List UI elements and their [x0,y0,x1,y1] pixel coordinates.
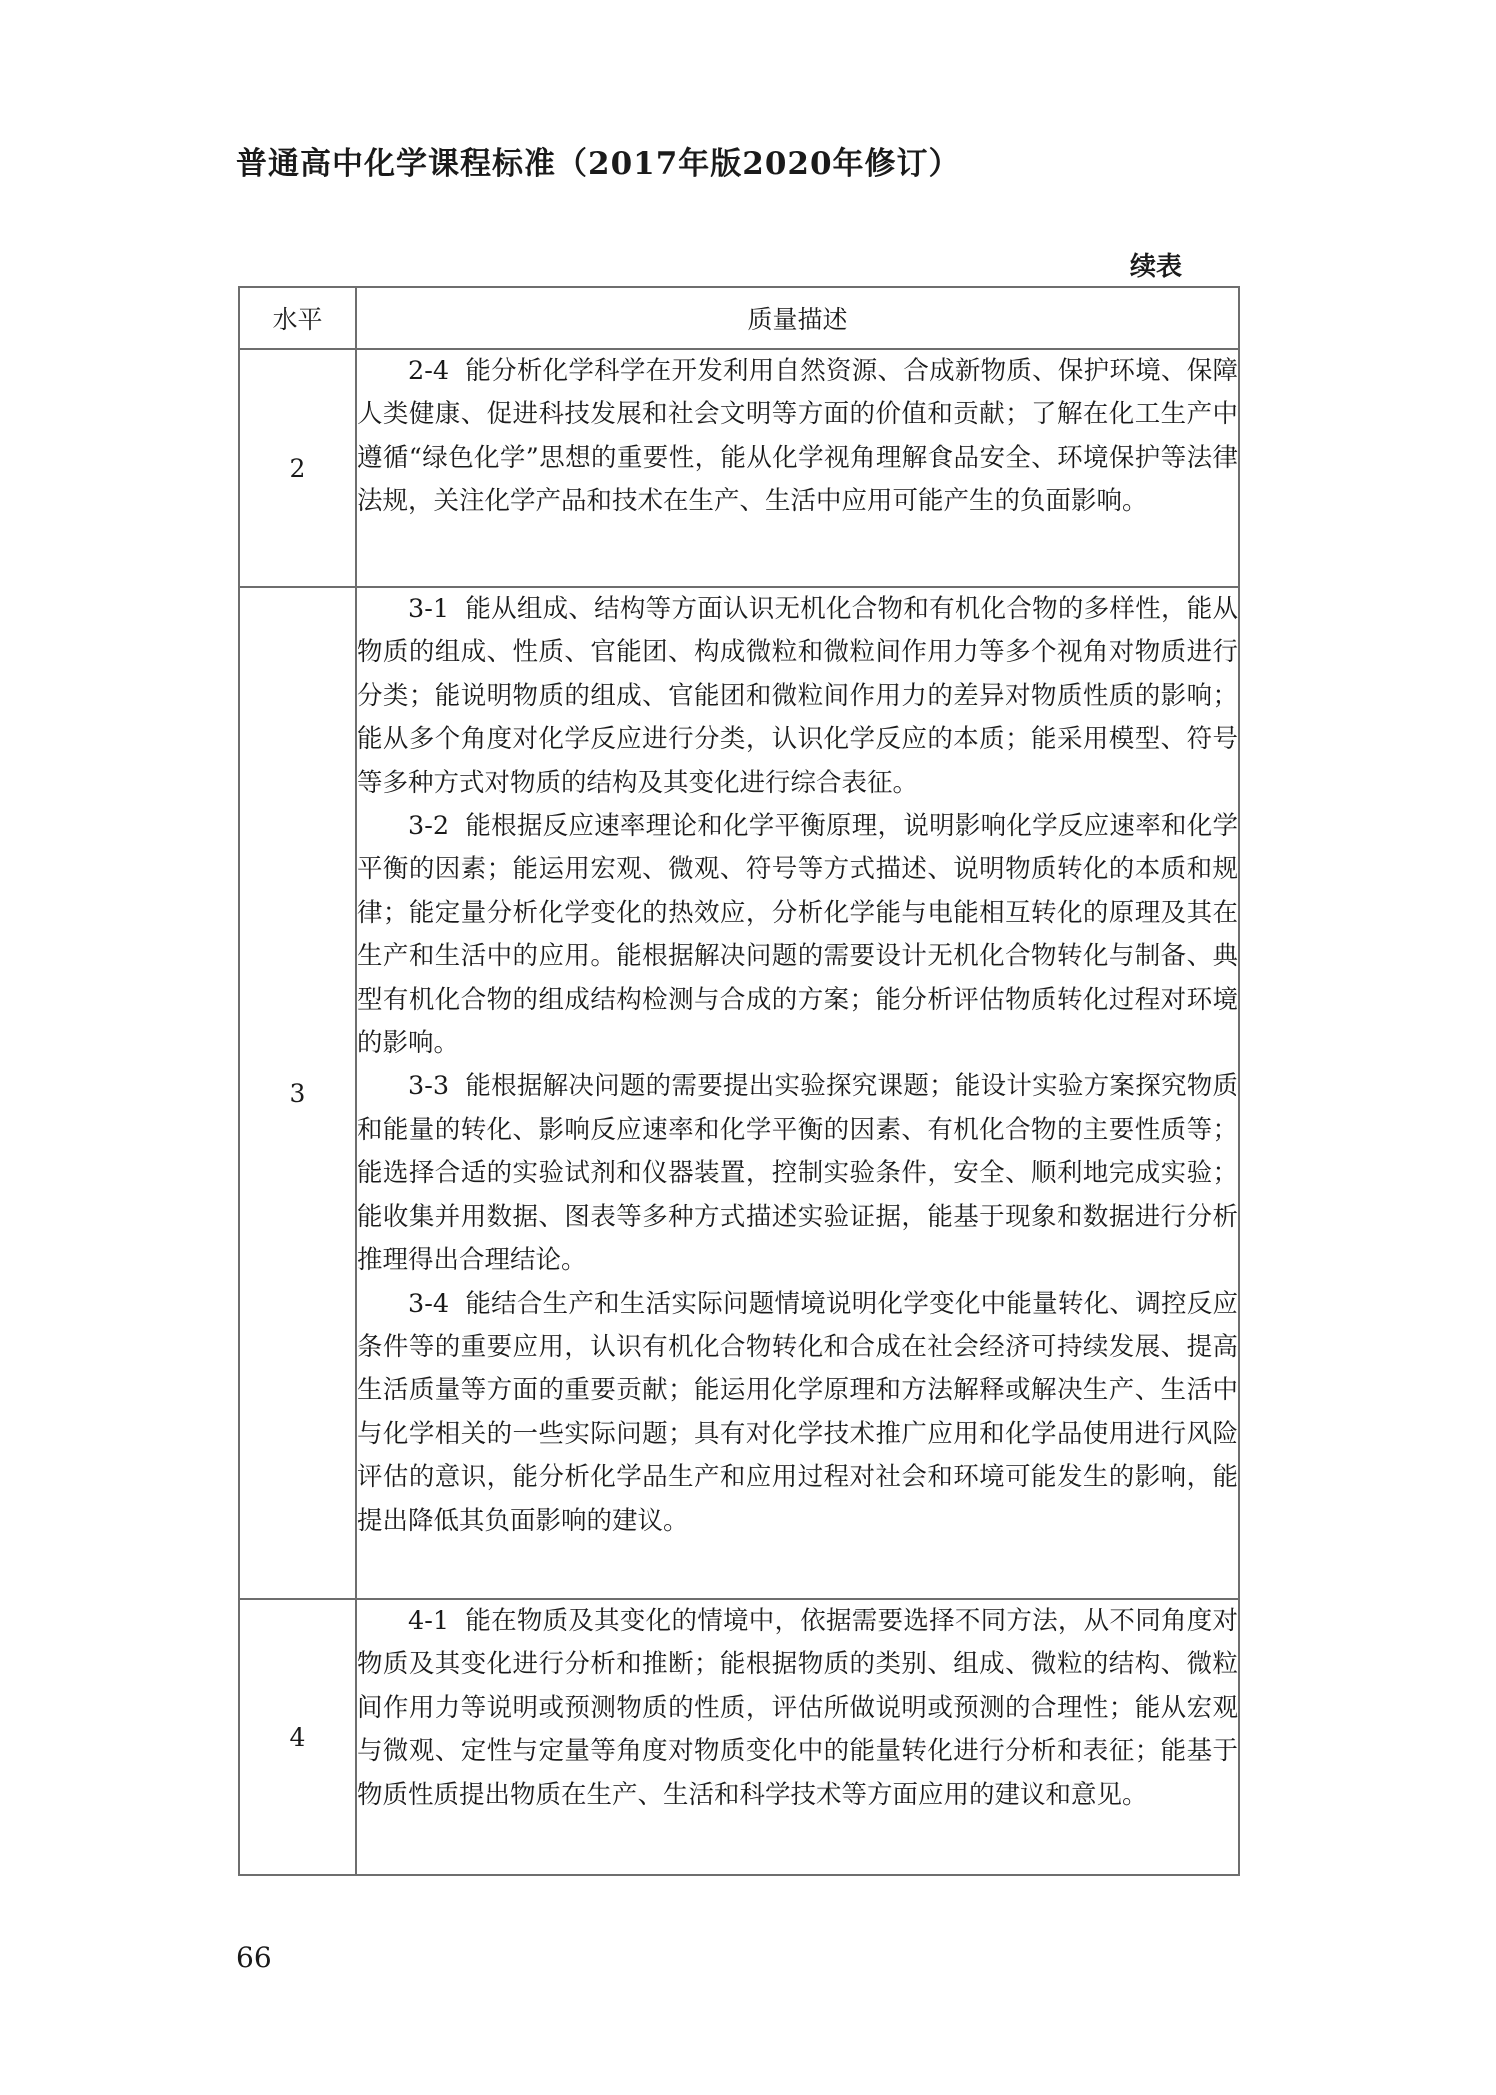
level-cell: 4 [239,1599,356,1875]
table-row [239,1599,1239,1875]
description-paragraph [357,1065,1238,1282]
item-code: 4-1 [408,1606,450,1636]
item-code: 2-4 [408,356,450,386]
item-text: 能根据解决问题的需要提出实验探究课题；能设计实验方案探究物质和能量的转化、影响反应速率和化学平衡的因素、有机化合物的主要性质等；能选择合适的实验试剂和仪器装置，控制实验条件，安全、顺利地完成实验；能收集并用数据、图表等多种方式描述实验证据，能基于现象和数据进行分析推理得出合理结论。 [357,1071,1238,1276]
page-header-title: 普通高中化学课程标准（2017年版2020年修订） [236,146,961,182]
description-paragraph [357,588,1238,805]
item-code: 3-2 [408,811,450,842]
column-header-description: 质量描述 [356,287,1239,349]
quality-description-table [238,286,1240,1876]
item-text: 能结合生产和生活实际问题情境说明化学变化中能量转化、调控反应条件等的重要应用，认识有机化合物转化和合成在社会经济可持续发展、提高生活质量等方面的重要贡献；能运用化学原理和方法解释或解决生产、生活中与化学相关的一些实际问题；具有对化学技术推广应用和化学品使用进行风险评估的意识，能分析化学品生产和应用过程对社会和环境可能发生的影响，能提出降低其负面影响的建议。 [357,1288,1238,1536]
item-text: 能分析化学科学在开发利用自然资源、合成新物质、保护环境、保障人类健康、促进科技发展和社会文明等方面的价值和贡献；了解在化工生产中遵循“绿色化学”思想的重要性，能从化学视角理解食品安全、环境保护等法律法规，关注化学产品和技术在生产、生活中应用可能产生的负面影响。 [357,356,1238,517]
table-continued-label: 续表 [1130,252,1183,282]
table-header-row [239,287,1239,349]
description-paragraph [357,805,1238,1065]
item-text: 能根据反应速率理论和化学平衡原理，说明影响化学反应速率和化学平衡的因素；能运用宏观、微观、符号等方式描述、说明物质转化的本质和规律；能定量分析化学变化的热效应，分析化学能与电能相互转化的原理及其在生产和生活中的应用。能根据解决问题的需要设计无机化合物转化与制备、典型有机化合物的组成结构检测与合成的方案；能分析评估物质转化过程对环境的影响。 [357,811,1238,1059]
item-text: 能从组成、结构等方面认识无机化合物和有机化合物的多样性，能从物质的组成、性质、官能团、构成微粒和微粒间作用力等多个视角对物质进行分类；能说明物质的组成、官能团和微粒间作用力的差异对物质性质的影响；能从多个角度对化学反应进行分类，认识化学反应的本质；能采用模型、符号等多种方式对物质的结构及其变化进行综合表征。 [357,594,1238,798]
item-code: 3-1 [408,594,450,624]
column-header-level: 水平 [239,287,356,349]
item-code: 3-3 [408,1071,450,1102]
level-cell: 3 [239,587,356,1599]
description-cell [356,1599,1239,1875]
item-text: 能在物质及其变化的情境中，依据需要选择不同方法，从不同角度对物质及其变化进行分析和推断；能根据物质的类别、组成、微粒的结构、微粒间作用力等说明或预测物质的性质，评估所做说明或预测的合理性；能从宏观与微观、定性与定量等角度对物质变化中的能量转化进行分析和表征；能基于物质性质提出物质在生产、生活和科学技术等方面应用的建议和意见。 [357,1606,1238,1810]
page-number: 66 [236,1941,272,1974]
table-row [239,349,1239,587]
description-paragraph [357,1283,1238,1543]
description-cell [356,349,1239,587]
description-cell [356,587,1239,1599]
description-paragraph [357,350,1238,524]
table-row [239,587,1239,1599]
level-cell: 2 [239,349,356,587]
item-code: 3-4 [408,1288,450,1319]
description-paragraph [357,1600,1238,1817]
